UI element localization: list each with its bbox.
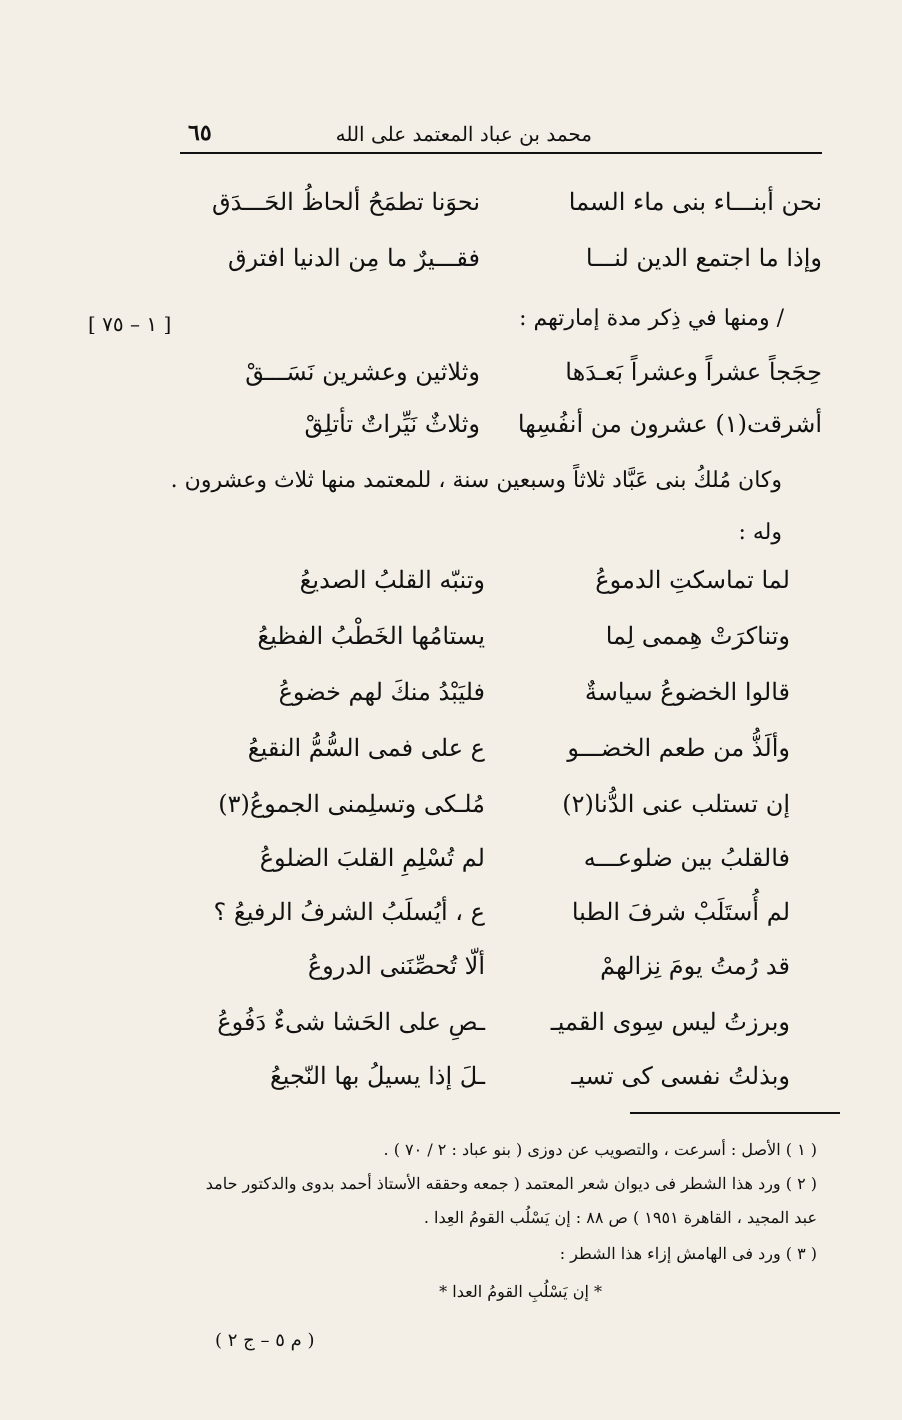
verse-hemistich-first: حِجَجاً عشراً وعشراً بَعـدَها [565,358,822,386]
verse-line [217,1008,790,1048]
verse-line [230,952,790,992]
verse-line [230,622,790,662]
prose-line: وكان مُلكُ بنى عَبَّاد ثلاثاً وسبعين سنة ، للمعتمد منها ثلاث وعشرون . [170,468,782,493]
verse-hemistich-first: قالوا الخضوعُ سياسةٌ [584,678,790,706]
verse-line [180,358,822,398]
verse-hemistich-second: وتنبّه القلبُ الصديعُ [299,566,485,594]
verse-line [218,790,790,830]
verse-hemistich-second: ع ، أيُسلَبُ الشرفُ الرفيعُ ؟ [213,898,485,926]
verse-line [180,188,822,228]
running-header [180,118,822,150]
verse-line [180,410,822,450]
verse-hemistich-first: وألَذُّ من طعم الخضـــو [567,734,790,762]
verse-hemistich-second: لم تُسْلِمِ القلبَ الضلوعُ [259,844,485,872]
footnote: * إن يَسْلُبِ القومُ العدا * [439,1282,602,1301]
poem-intro: وله : [738,520,782,545]
verse-hemistich-second: ـصِ على الحَشا شىءٌ دَفُوعُ [217,1008,485,1036]
section-intro: / ومنها في ذِكر مدة إمارتهم : [519,306,784,331]
footnote: ( ١ ) الأصل : أسرعت ، والتصويب عن دوزى ( بنو عباد : ٢ / ٧٠ ) . [383,1140,817,1159]
verse-line [230,1062,790,1102]
footnote-rule [630,1112,840,1114]
verse-hemistich-first: قد رُمتُ يومَ نِزالهمْ [600,952,790,980]
verse-line [230,844,790,884]
verse-hemistich-second: ـلَ إذا يسيلُ بها النّجيعُ [269,1062,485,1090]
verse-hemistich-first: لم أُستَلَبْ شرفَ الطبا [571,898,790,926]
running-title: محمد بن عباد المعتمد على الله [335,122,592,146]
verse-line [213,898,790,938]
verse-line [230,678,790,718]
verse-hemistich-first: أشرقت(١) عشرون من أنفُسِها [517,410,822,438]
page-number: ٦٥ [188,120,212,146]
margin-marker: [ ١ – ٧٥ ] [88,312,172,336]
footnote: عبد المجيد ، القاهرة ١٩٥١ ) ص ٨٨ : إن يَسْلُب القومُ العِدا . [423,1208,817,1227]
verse-hemistich-first: إن تستلب عنى الدُّنا(٢) [562,790,790,818]
footnote: ( ٣ ) ورد فى الهامش إزاء هذا الشطر : [559,1244,817,1263]
verse-hemistich-second: ألّا تُحصِّنَنى الدروعُ [307,952,485,980]
verse-line [180,244,822,284]
verse-hemistich-first: وإذا ما اجتمع الدين لنـــا [585,244,822,272]
verse-hemistich-second: وثلاثٌ نَيِّراتٌ تأتلِقْ [304,410,480,438]
verse-line [230,566,790,606]
verse-hemistich-first: وبرزتُ ليس سِوى القميـ [550,1008,790,1036]
verse-line [230,734,790,774]
signature-mark: ( م ٥ – ج ٢ ) [215,1330,315,1351]
verse-hemistich-first: نحن أبنـــاء بنى ماء السما [568,188,822,216]
footnote: ( ٢ ) ورد هذا الشطر فى ديوان شعر المعتمد ( جمعه وحققه الأستاذ أحمد بدوى والدكتور حامد [205,1174,817,1193]
verse-hemistich-second: ع على فمى السُّمُّ النقيعُ [247,734,485,762]
header-rule [180,152,822,154]
verse-hemistich-second: فقـــيرٌ ما مِن الدنيا افترق [227,244,480,272]
verse-hemistich-first: وتناكرَتْ هِممى لِما [605,622,790,650]
verse-hemistich-first: فالقلبُ بين ضلوعـــه [583,844,790,872]
verse-hemistich-second: فليَبْدُ منكَ لهم خضوعُ [278,678,485,706]
verse-hemistich-second: يستامُها الخَطْبُ الفظيعُ [257,622,485,650]
verse-hemistich-second: مُلـكى وتسلِمنى الجموعُ(٣) [218,790,485,818]
verse-hemistich-second: وثلاثين وعشرين نَسَـــقْ [245,358,480,386]
verse-hemistich-first: وبذلتُ نفسى كى تسيـ [571,1062,790,1090]
verse-hemistich-first: لما تماسكتِ الدموعُ [595,566,790,594]
verse-hemistich-second: نحوَنا تطمَحُ ألحاظُ الحَـــدَق [212,188,480,216]
